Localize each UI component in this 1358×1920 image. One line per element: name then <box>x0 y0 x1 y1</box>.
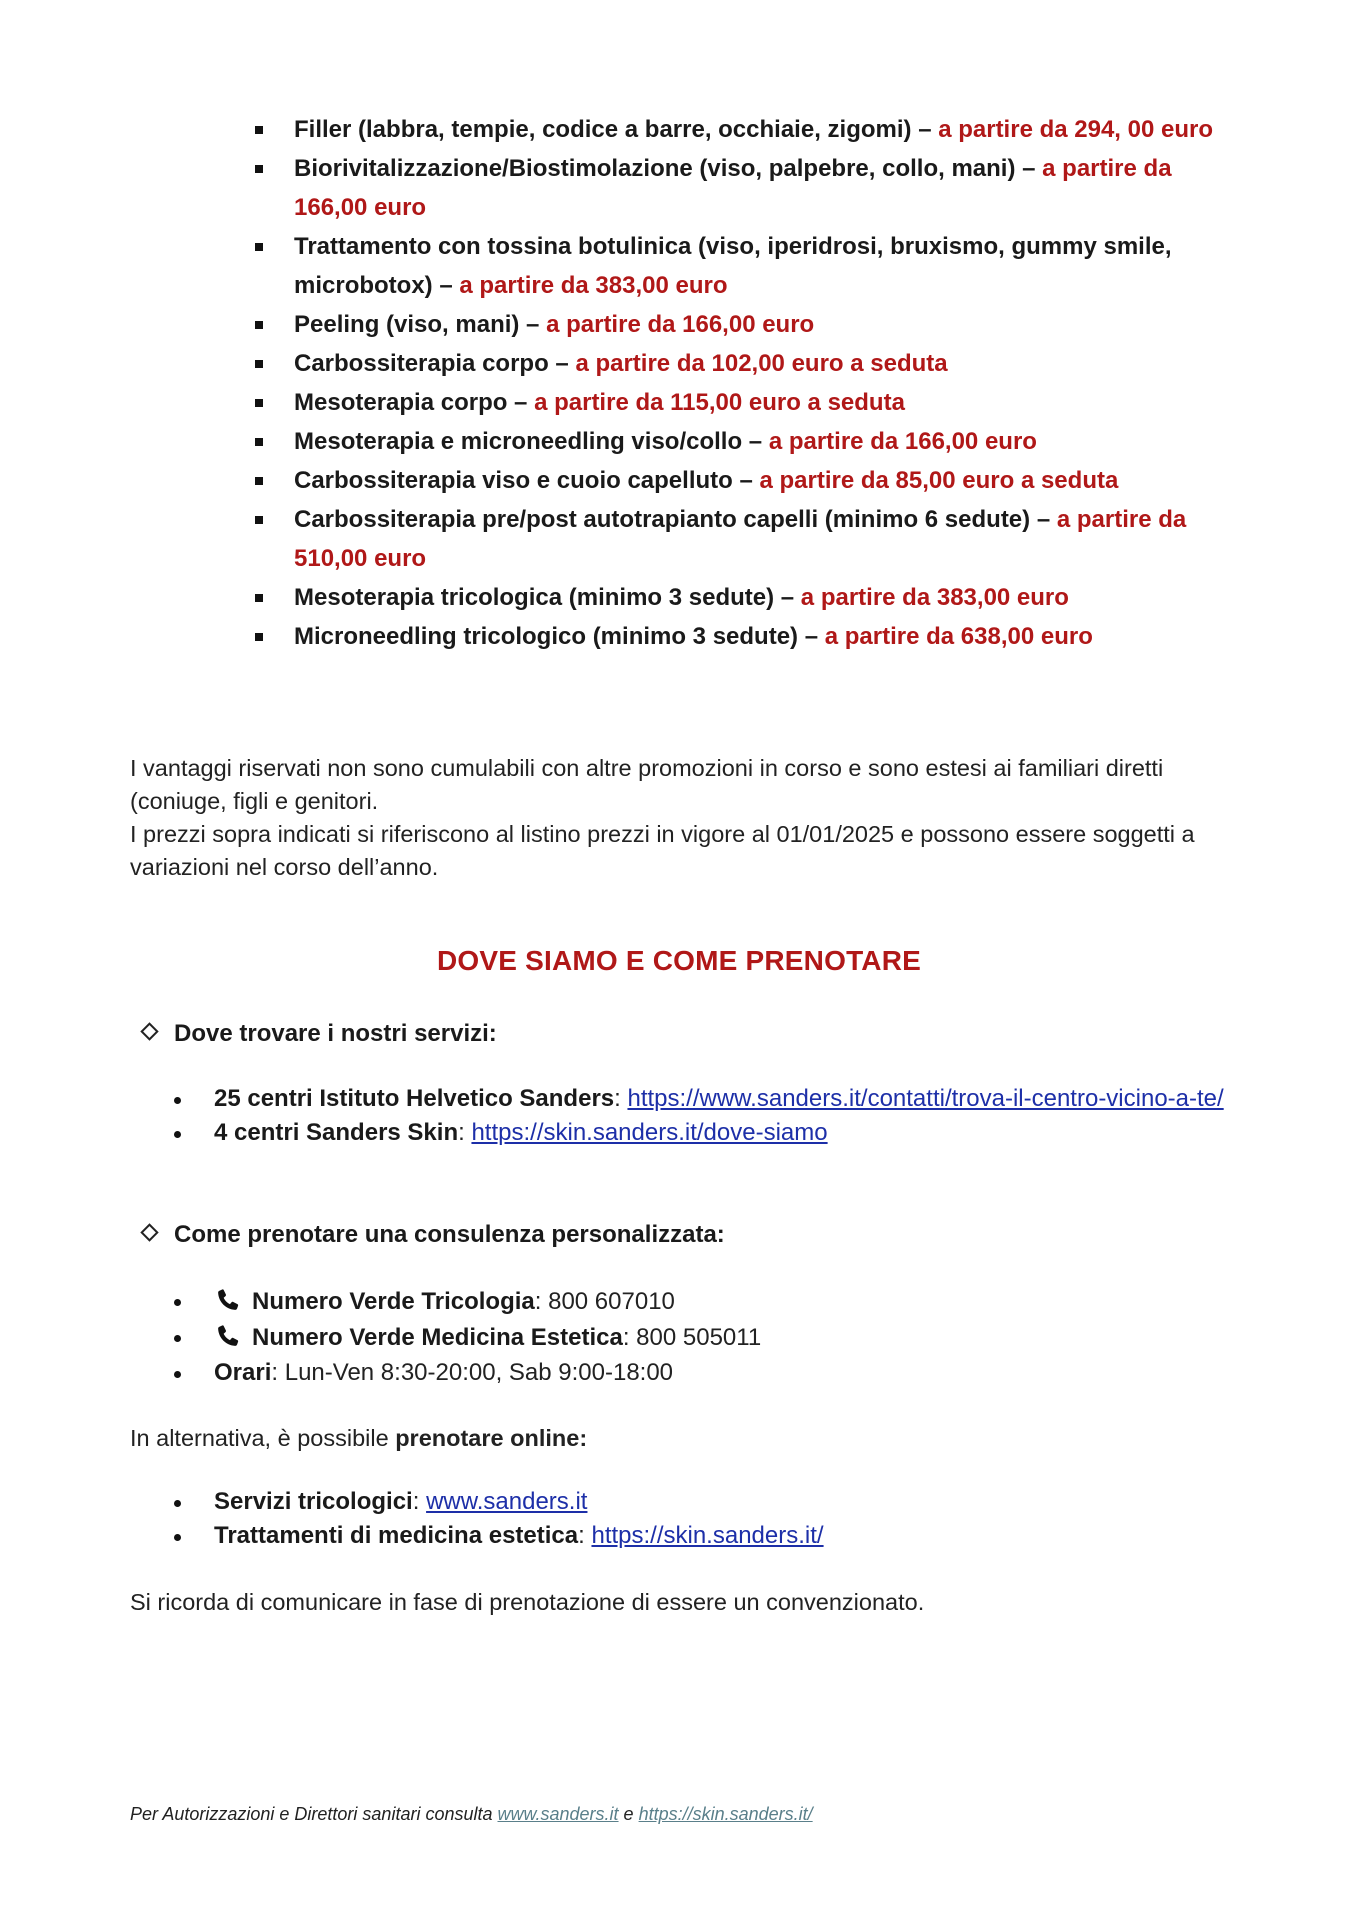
service-name: Carbossiterapia pre/post autotrapianto capelli (minimo 6 sedute) – <box>294 506 1057 533</box>
service-price: a partire da 166,00 euro <box>546 311 815 338</box>
service-price: a partire da 383,00 euro <box>800 584 1069 611</box>
dot-bullet-icon <box>174 1131 181 1138</box>
separator: : <box>458 1119 472 1146</box>
service-name: Microneedling tricologico (minimo 3 sedute) – <box>294 623 825 650</box>
phone-number[interactable]: 800 505011 <box>636 1324 762 1351</box>
item-label: Numero Verde Tricologia <box>252 1288 535 1315</box>
square-bullet-icon <box>255 360 263 368</box>
service-price: a partire da 294, 00 euro <box>938 116 1214 143</box>
online-intro-text: In alternativa, è possibile <box>130 1425 396 1451</box>
service-price: a partire da 510,00 euro <box>294 506 1187 572</box>
item-label: Servizi tricologici <box>214 1488 413 1515</box>
price-item <box>252 422 1242 461</box>
separator: : <box>534 1288 549 1315</box>
price-item <box>252 500 1242 578</box>
where-list <box>170 1082 1240 1150</box>
separator: : <box>271 1359 285 1386</box>
service-price: a partire da 85,00 euro a seduta <box>759 467 1119 494</box>
list-item <box>170 1356 1240 1390</box>
list-item <box>170 1485 1240 1519</box>
price-item <box>252 305 1242 344</box>
notes-prices: I prezzi sopra indicati si riferiscono al listino prezzi in vigore al 01/01/2025 e possono essere soggetti a variazioni nel corso dell’anno. <box>130 821 1195 880</box>
separator: : <box>578 1522 592 1549</box>
item-label: 4 centri Sanders Skin <box>214 1119 459 1146</box>
service-price: a partire da 638,00 euro <box>824 623 1093 650</box>
service-price: a partire da 115,00 euro a seduta <box>534 389 905 416</box>
square-bullet-icon <box>255 126 263 134</box>
phone-icon <box>214 1287 242 1313</box>
service-name: Carbossiterapia corpo – <box>294 350 576 377</box>
price-item <box>252 149 1242 227</box>
section-title: DOVE SIAMO E COME PRENOTARE <box>436 945 922 976</box>
price-item <box>252 110 1242 149</box>
online-intro <box>130 1422 1240 1455</box>
booking-heading-text: Come prenotare una consulenza personalizzata: <box>174 1221 725 1248</box>
service-name: Mesoterapia corpo – <box>294 389 535 416</box>
dot-bullet-icon <box>174 1534 181 1541</box>
footer-link-sanders[interactable]: www.sanders.it <box>497 1804 619 1824</box>
list-item <box>170 1284 1240 1320</box>
service-name: Carbossiterapia viso e cuoio capelluto – <box>294 467 760 494</box>
list-item <box>170 1116 1240 1150</box>
service-name: Mesoterapia e microneedling viso/collo – <box>294 428 769 455</box>
square-bullet-icon <box>255 165 263 173</box>
service-name: Mesoterapia tricologica (minimo 3 sedute) – <box>294 584 801 611</box>
centers-link[interactable]: https://www.sanders.it/contatti/trova-il-centro-vicino-a-te/ <box>627 1085 1224 1112</box>
square-bullet-icon <box>255 399 263 407</box>
service-price: a partire da 102,00 euro a seduta <box>575 350 948 377</box>
service-name: Filler (labbra, tempie, codice a barre, occhiaie, zigomi) – <box>294 116 939 143</box>
booking-heading <box>140 1221 725 1249</box>
reminder-text: Si ricorda di comunicare in fase di prenotazione di essere un convenzionato. <box>130 1589 925 1615</box>
booking-list <box>170 1284 1240 1390</box>
dot-bullet-icon <box>174 1500 181 1507</box>
square-bullet-icon <box>255 594 263 602</box>
service-price: a partire da 383,00 euro <box>459 272 728 299</box>
diamond-bullet-icon <box>140 1223 158 1241</box>
phone-icon <box>214 1323 242 1349</box>
square-bullet-icon <box>255 438 263 446</box>
list-item <box>170 1519 1240 1553</box>
item-label: 25 centri Istituto Helvetico Sanders <box>214 1085 615 1112</box>
footer-text: Per Autorizzazioni e Direttori sanitari consulta <box>130 1804 498 1824</box>
online-intro-end: : <box>579 1425 588 1451</box>
service-price: a partire da 166,00 euro <box>768 428 1037 455</box>
square-bullet-icon <box>255 477 263 485</box>
service-name: Biorivitalizzazione/Biostimolazione (viso, palpebre, collo, mani) – <box>294 155 1043 182</box>
item-label: Trattamenti di medicina estetica <box>214 1522 579 1549</box>
online-list <box>170 1485 1240 1553</box>
service-price: a partire da 166,00 euro <box>294 155 1172 221</box>
price-item <box>252 344 1242 383</box>
online-intro-bold: prenotare online <box>395 1425 580 1451</box>
opening-hours: Lun-Ven 8:30-20:00, Sab 9:00-18:00 <box>284 1359 674 1386</box>
aesthetic-link[interactable]: https://skin.sanders.it/ <box>591 1522 824 1549</box>
separator: : <box>622 1324 637 1351</box>
service-name: Trattamento con tossina botulinica (viso, iperidrosi, bruxismo, gummy smile, microbotox) – <box>294 233 1172 299</box>
price-item <box>252 383 1242 422</box>
price-item <box>252 578 1242 617</box>
where-heading <box>140 1020 497 1048</box>
tricology-link[interactable]: www.sanders.it <box>426 1488 588 1515</box>
square-bullet-icon <box>255 243 263 251</box>
price-item <box>252 227 1242 305</box>
dot-bullet-icon <box>174 1097 181 1104</box>
item-label: Orari <box>214 1359 272 1386</box>
footer-and: e <box>618 1804 639 1824</box>
separator: : <box>614 1085 628 1112</box>
diamond-bullet-icon <box>140 1022 158 1040</box>
where-heading-text: Dove trovare i nostri servizi: <box>174 1020 497 1047</box>
item-label: Numero Verde Medicina Estetica <box>252 1324 623 1351</box>
service-name: Peeling (viso, mani) – <box>294 311 547 338</box>
square-bullet-icon <box>255 321 263 329</box>
notes-cumulability: I vantaggi riservati non sono cumulabili con altre promozioni in corso e sono estesi ai familiari diretti (coniuge, figli e genitori. <box>130 755 1164 814</box>
skin-centers-link[interactable]: https://skin.sanders.it/dove-siamo <box>471 1119 828 1146</box>
list-item <box>170 1082 1240 1116</box>
dot-bullet-icon <box>174 1335 181 1342</box>
list-item <box>170 1320 1240 1356</box>
square-bullet-icon <box>255 633 263 641</box>
price-item <box>252 617 1242 656</box>
separator: : <box>412 1488 427 1515</box>
dot-bullet-icon <box>174 1299 181 1306</box>
footer-link-skin[interactable]: https://skin.sanders.it/ <box>638 1804 813 1824</box>
square-bullet-icon <box>255 516 263 524</box>
footer <box>130 1804 813 1825</box>
price-item <box>252 461 1242 500</box>
dot-bullet-icon <box>174 1371 181 1378</box>
price-list <box>252 110 1242 656</box>
phone-number[interactable]: 800 607010 <box>548 1288 675 1315</box>
